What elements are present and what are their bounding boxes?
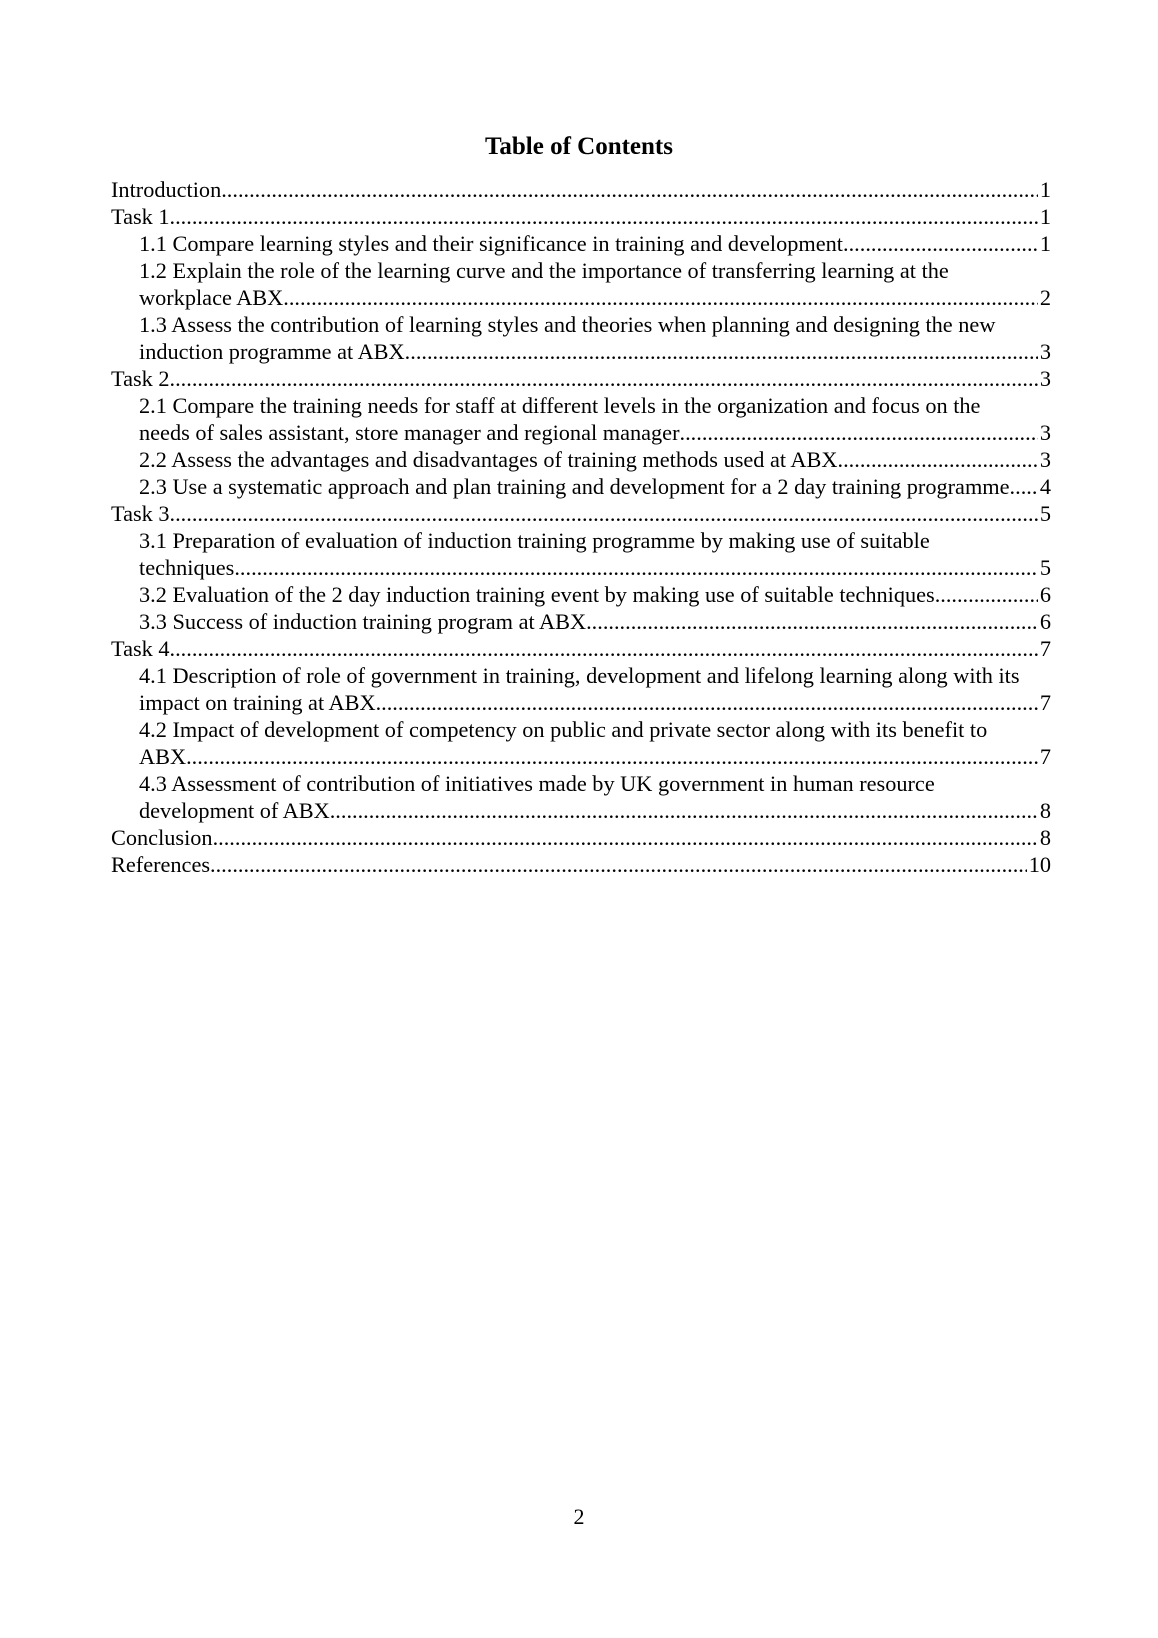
toc-entry-text: 1.2 Explain the role of the learning curve and the importance of transferring learning at the workplace ABX ..... (139, 258, 949, 310)
toc-entry-text: 3.3 Success of induction training program at ABX ..... (139, 609, 586, 634)
toc-entry-text: References ..... (111, 852, 210, 877)
toc-entry-page: 1 (1039, 231, 1051, 256)
toc-entry-2-1[interactable] (111, 392, 1051, 446)
toc-entry-text: 3.1 Preparation of evaluation of induction training programme by making use of suitable techniques ..... (139, 528, 930, 580)
toc-entry-page: 7 (1039, 690, 1051, 715)
toc-entry-page: 6 (1039, 609, 1051, 634)
toc-entry-text: Conclusion ..... (111, 825, 213, 850)
toc-entry-2-3[interactable] (111, 473, 1051, 500)
toc-entry-page: 4 (1039, 474, 1051, 499)
toc-entry-text: Task 1 ..... (111, 204, 170, 229)
toc-entry-text: Task 4 ..... (111, 636, 170, 661)
toc-entry-1-2[interactable] (111, 257, 1051, 311)
toc-entry-4-2[interactable] (111, 716, 1051, 770)
toc-entry-page: 6 (1039, 582, 1051, 607)
toc-entry-text: 4.1 Description of role of government in training, development and lifelong learning along with its impact on training at ABX ..... (139, 663, 1020, 715)
toc-entry-3-3[interactable] (111, 608, 1051, 635)
toc-entry-1-3[interactable] (111, 311, 1051, 365)
toc-entry-page: 8 (1039, 825, 1051, 850)
toc-entry-page: 3 (1039, 366, 1051, 391)
toc-entry-page: 3 (1039, 420, 1051, 445)
toc-entry-task-4[interactable] (111, 635, 1051, 662)
toc-entry-page: 3 (1039, 339, 1051, 364)
toc-entry-conclusion[interactable] (111, 824, 1051, 851)
toc-entry-page: 7 (1039, 744, 1051, 769)
toc-entry-page: 10 (1028, 852, 1051, 877)
toc-entry-3-1[interactable] (111, 527, 1051, 581)
toc-title: Table of Contents (485, 133, 673, 160)
toc-entry-introduction[interactable] (111, 176, 1051, 203)
toc-entry-text: Task 3 ..... (111, 501, 170, 526)
toc-entry-references[interactable] (111, 851, 1051, 878)
toc-entry-page: 5 (1039, 555, 1051, 580)
toc-entry-text: 4.3 Assessment of contribution of initiatives made by UK government in human resource development of ABX ..... (139, 771, 935, 823)
toc-entry-page: 8 (1039, 798, 1051, 823)
toc-entry-task-2[interactable] (111, 365, 1051, 392)
toc-entry-page: 5 (1039, 501, 1051, 526)
toc-entry-text: 2.1 Compare the training needs for staff at different levels in the organization and focus on the needs of sales assistant, store manager and regional manager ..... (139, 393, 980, 445)
toc-entry-text: Task 2 ..... (111, 366, 170, 391)
toc-entry-page: 2 (1039, 285, 1051, 310)
toc-entry-3-2[interactable] (111, 581, 1051, 608)
toc-entry-text: 3.2 Evaluation of the 2 day induction training event by making use of suitable techniques ..... (139, 582, 935, 607)
toc-entry-task-3[interactable] (111, 500, 1051, 527)
toc-entry-1-1[interactable] (111, 230, 1051, 257)
toc-entry-task-1[interactable] (111, 203, 1051, 230)
toc-entry-2-2[interactable] (111, 446, 1051, 473)
page-number: 2 (573, 1504, 585, 1529)
toc-entry-page: 3 (1039, 447, 1051, 472)
toc-entry-text: 2.2 Assess the advantages and disadvantages of training methods used at ABX ..... (139, 447, 838, 472)
toc-entry-4-3[interactable] (111, 770, 1051, 824)
toc-entry-text: 1.3 Assess the contribution of learning styles and theories when planning and designing the new induction programme at ABX ..... (139, 312, 995, 364)
toc-entry-page: 7 (1039, 636, 1051, 661)
table-of-contents (111, 176, 1051, 878)
toc-entry-4-1[interactable] (111, 662, 1051, 716)
toc-entry-text: Introduction ..... (111, 177, 221, 202)
toc-entry-text: 2.3 Use a systematic approach and plan training and development for a 2 day training programme ..... (139, 474, 1010, 499)
toc-entry-text: 4.2 Impact of development of competency on public and private sector along with its benefit to ABX ..... (139, 717, 987, 769)
toc-entry-page: 1 (1039, 177, 1051, 202)
toc-entry-page: 1 (1039, 204, 1051, 229)
toc-entry-text: 1.1 Compare learning styles and their significance in training and development ..... (139, 231, 843, 256)
